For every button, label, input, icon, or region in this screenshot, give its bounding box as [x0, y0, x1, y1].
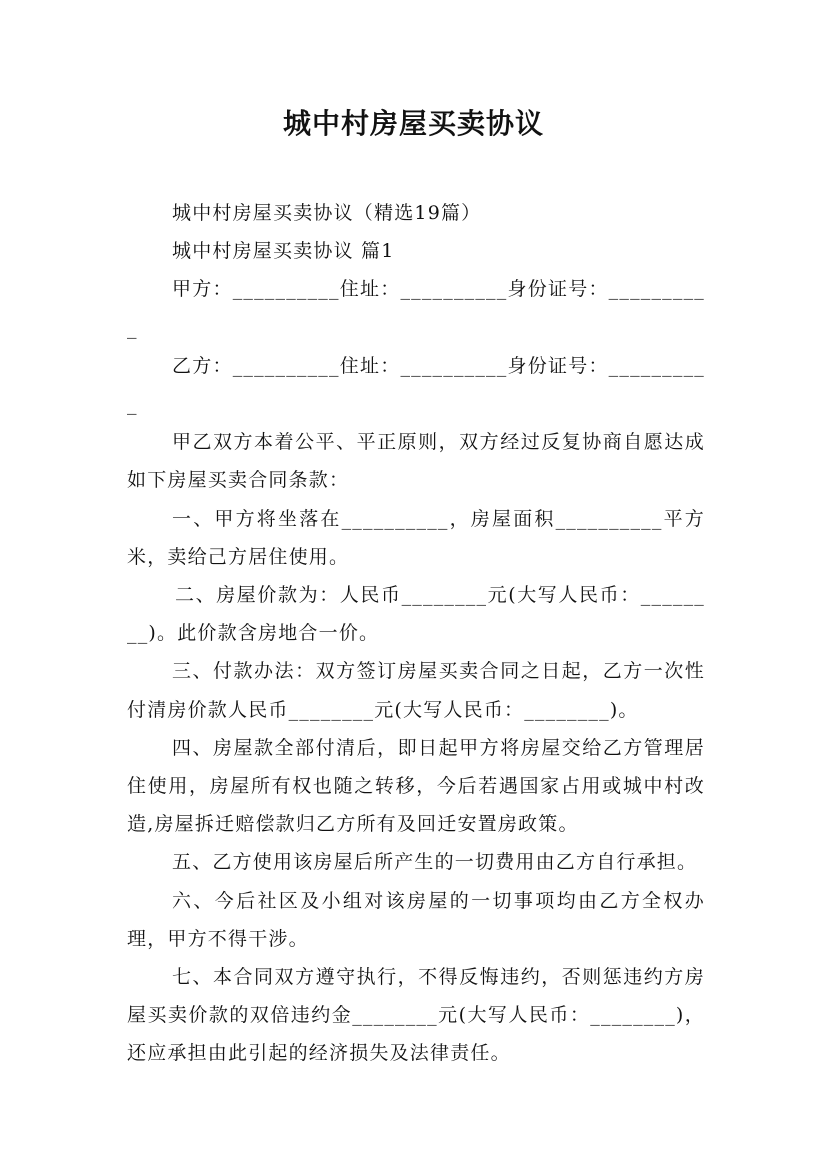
- section-heading: 城中村房屋买卖协议 篇1: [172, 240, 395, 263]
- clause-3: 三、付款办法：双方签订房屋买卖合同之日起，乙方一次性付清房价款人民币________元(大写人民币：________)。: [127, 660, 705, 721]
- preamble-paragraph: 甲乙双方本着公平、平正原则，双方经过反复协商自愿达成如下房屋买卖合同条款：: [127, 431, 705, 492]
- clause-2: 二、房屋价款为：人民币________元(大写人民币：________)。此价款含房地合一价。: [127, 584, 705, 645]
- clause-4: 四、房屋款全部付清后，即日起甲方将房屋交给乙方管理居住使用，房屋所有权也随之转移，今后若遇国家占用或城中村改造,房屋拆迁赔偿款归乙方所有及回迁安置房政策。: [127, 736, 705, 836]
- party-b-line: 乙方：__________住址：__________身份证号：__________: [127, 354, 705, 416]
- document-body: [127, 194, 705, 1073]
- document-title: 城中村房屋买卖协议: [282, 107, 544, 140]
- clause-5: 五、乙方使用该房屋后所产生的一切费用由乙方自行承担。: [172, 851, 698, 874]
- party-a-line: 甲方：__________住址：__________身份证号：__________: [127, 278, 705, 339]
- subtitle-line: 城中村房屋买卖协议（精选19篇）: [172, 202, 482, 224]
- clause-6: 六、今后社区及小组对该房屋的一切事项均由乙方全权办理，甲方不得干涉。: [127, 889, 705, 950]
- clause-7: 七、本合同双方遵守执行，不得反悔违约，否则惩违约方房屋买卖价款的双倍违约金________元(大写人民币：________)，还应承担由此引起的经济损失及法律责任。: [127, 966, 705, 1065]
- clause-1: 一、甲方将坐落在__________，房屋面积__________平方米，卖给己方居住使用。: [127, 507, 705, 568]
